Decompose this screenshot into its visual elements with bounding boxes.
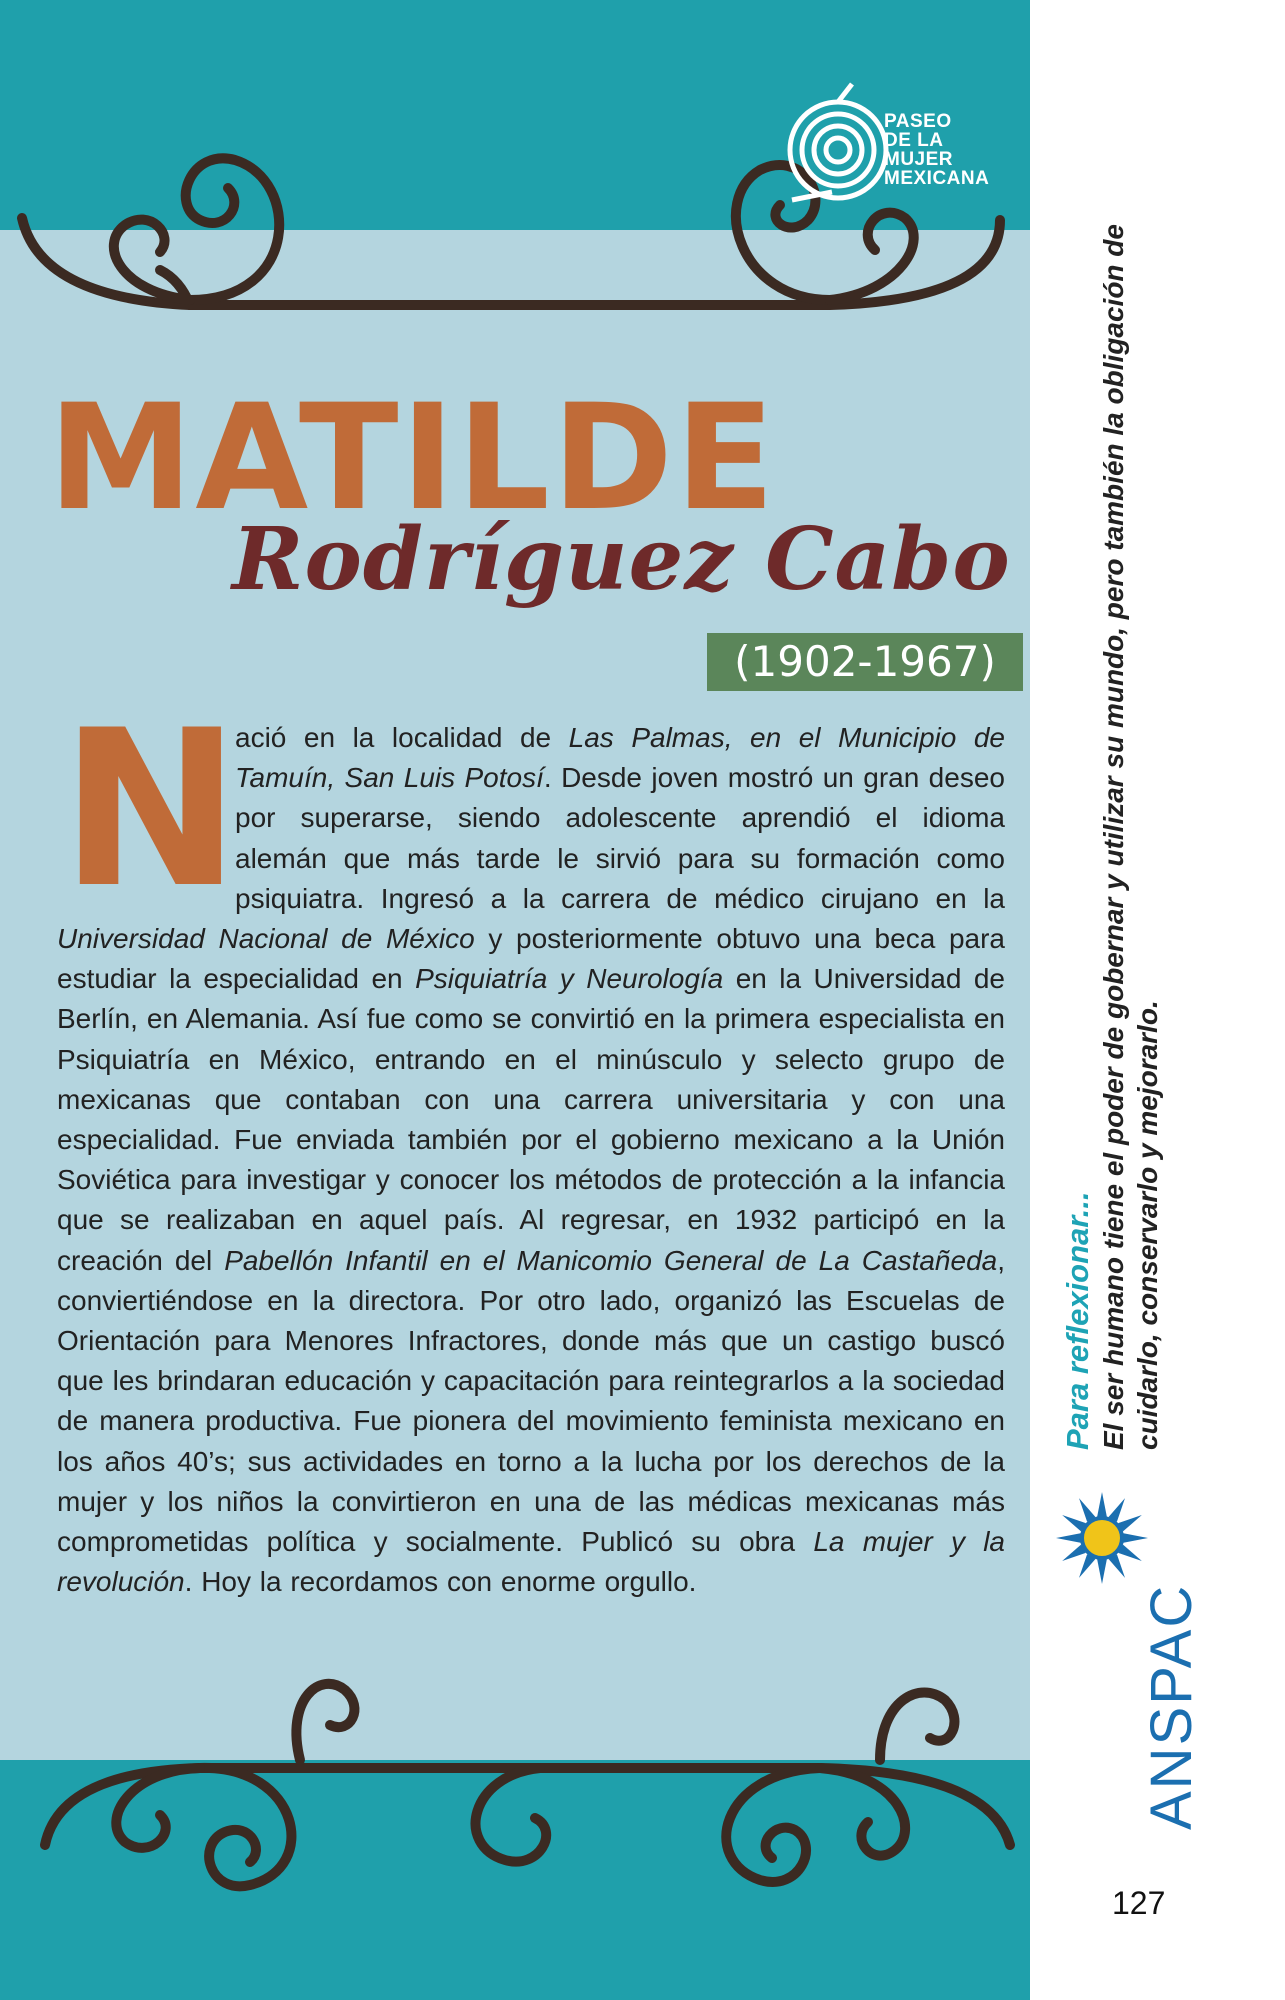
biography-run: , conviertiéndose en la directora. Por otro lado, organizó las Escuelas de Orientación para Menores Infractores, donde más que un castigo buscó que les brindaran educación y capacitación para reintegrarlos a la sociedad de manera productiva. Fue pionera del movimiento feminista mexicano en los años 40’s; sus actividades en torno a la lucha por los derechos de la mujer y los niños la convirtieron en una de las médicas mexicanas más comprometidas política y socialmente. Publicó su obra [57, 1244, 1005, 1558]
reflection-heading: Para reflexionar... [1060, 1191, 1095, 1450]
star-ray [1056, 1533, 1081, 1543]
logo-line: MEXICANA [884, 168, 990, 189]
star-ray [1097, 1492, 1107, 1517]
star-ray [1123, 1533, 1148, 1543]
biography-run: y posteriormente obtuvo una beca para estudiar la especialidad en [57, 923, 1005, 995]
logo-text [884, 112, 989, 188]
biography-italic-run: Las Palmas, en el Municipio de Tamuín, San Luis Potosí [235, 722, 1005, 794]
first-name-title: MATILDE [48, 373, 777, 543]
drop-cap-spacer [57, 718, 235, 910]
biography-run: ació en la localidad de [235, 722, 569, 753]
logo-line: MUJER [884, 149, 954, 170]
star-ray [1097, 1559, 1107, 1584]
reflection-text: El ser humano tiene el poder de gobernar y utilizar su mundo, pero también la obligación de cuidarlo, conservarlo y mejorarlo. [1098, 224, 1163, 1450]
biography-run: . Desde joven mostró un gran deseo por superarse, siendo adolescente aprendió el idioma alemán que más tarde le sirvió para su formación como psiquiatra. Ingresó a la carrera de médico cirujano en la [235, 762, 1005, 914]
logo-line: PASEO [884, 111, 952, 132]
reflection-box [1059, 160, 1165, 1450]
biography-italic-run: La mujer y la revolución [57, 1526, 1005, 1598]
biography-italic-run: Psiquiatría y Neurología [415, 963, 724, 995]
biography-text [57, 718, 1005, 1602]
biography-italic-run: Pabellón Infantil en el Manicomio General de La Castañeda [224, 1244, 998, 1276]
biography-run: . Hoy la recordamos con enorme orgullo. [184, 1566, 697, 1598]
biography-italic-run: Universidad Nacional de México [57, 923, 475, 955]
page-number: 127 [1112, 1885, 1166, 1921]
years-badge: (1902-1967) [707, 633, 1023, 691]
biography-run: en la Universidad de Berlín, en Alemania. Así fue como se convirtió en la primera especialista en Psiquiatría en México, entrando en el minúsculo y selecto grupo de mexicanas que contaban con una carrera universitaria y con una especialidad. Fue enviada también por el gobierno mexicano a la Unión Soviética para investigar y conocer los métodos de protección a la infancia que se realizaban en aquel país. Al regresar, en 1932 participó en la creación del [57, 963, 1006, 1276]
logo-line: DE LA [884, 130, 944, 151]
drop-cap: N [60, 684, 241, 935]
last-name-title: Rodríguez Cabo [232, 509, 1011, 610]
sun-star-icon [1054, 1490, 1150, 1586]
anspac-brand: ANSPAC [1139, 1583, 1204, 1830]
